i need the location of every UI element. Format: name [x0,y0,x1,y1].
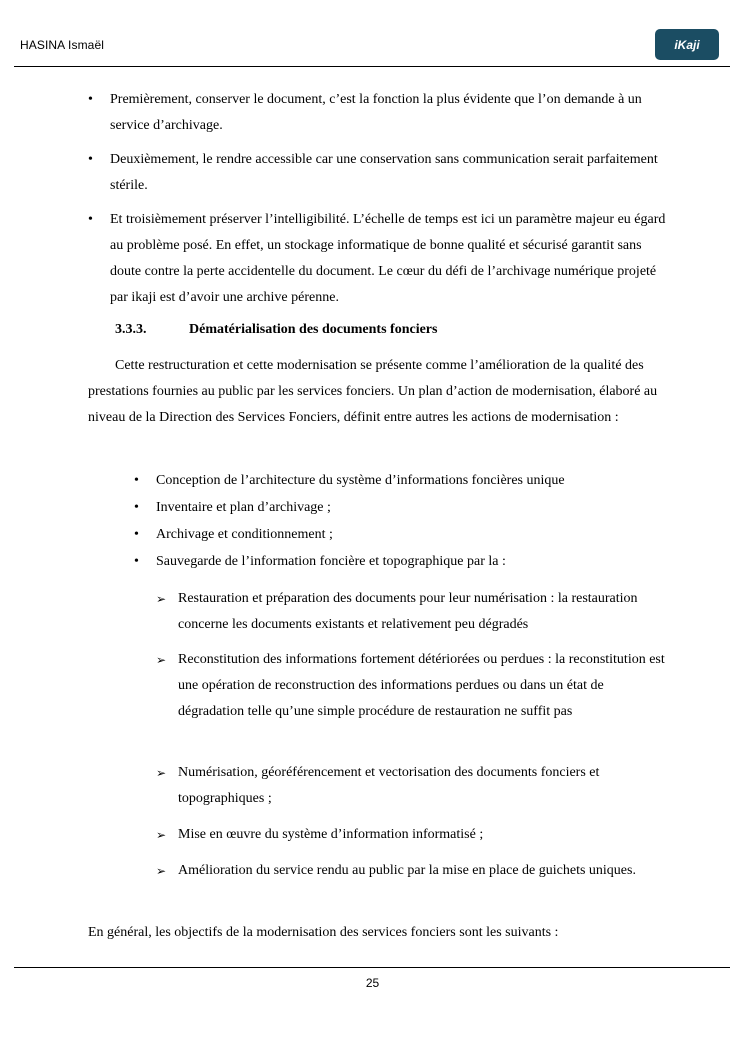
header-rule [14,66,730,67]
intro-bullet [88,207,670,311]
section-heading [115,317,437,343]
bullet-dot-icon: • [88,92,93,107]
action-item-text: Sauvegarde de l’information foncière et topographique par la : [156,554,506,569]
intro-bullet [88,87,670,139]
sub-action-item [156,822,668,848]
bullet-dot-icon: • [134,527,139,542]
intro-bullet-text: Et troisièmement préserver l’intelligibilité. L’échelle de temps est ici un paramètre majeur eu égard au problème posé. En effet, un stockage informatique de bonne qualité et sécurisé garantit sans doute contre la perte accidentelle du document. Le cœur du défi de l’archivage numérique projeté par ikaji est d’avoir une archive pérenne. [110,212,666,305]
action-item-text: Conception de l’architecture du système d’informations foncières unique [156,473,565,488]
arrow-bullet-icon: ➢ [156,864,167,878]
sub-action-text: Amélioration du service rendu au public par la mise en place de guichets uniques. [178,863,636,878]
action-item-text: Archivage et conditionnement ; [156,527,333,542]
section-title: Dématérialisation des documents fonciers [189,322,438,337]
intro-bullet-text: Premièrement, conserver le document, c’est la fonction la plus évidente que l’on demande à un service d’archivage. [110,92,642,133]
action-item-text: Inventaire et plan d’archivage ; [156,500,331,515]
sub-action-item [156,760,668,812]
sub-action-text: Reconstitution des informations fortement détériorées ou perdues : la reconstitution est une opération de reconstruction des informations perdues ou dans un état de dégradation telle qu’une simple procédure de restauration ne suffit pas [178,652,665,719]
footer-rule [14,967,730,968]
closing-sentence: En général, les objectifs de la modernisation des services fonciers sont les suivants : [88,925,559,940]
bullet-dot-icon: • [134,500,139,515]
sub-action-text: Restauration et préparation des documents pour leur numérisation : la restauration concerne les documents existants et relativement peu dégradés [178,591,638,632]
section-number: 3.3.3. [115,322,147,337]
arrow-bullet-icon: ➢ [156,766,167,780]
bullet-dot-icon: • [134,473,139,488]
arrow-bullet-icon: ➢ [156,653,167,667]
intro-bullet [88,147,670,199]
bullet-dot-icon: • [88,152,93,167]
body-paragraph: Cette restructuration et cette modernisation se présente comme l’amélioration de la qualité des prestations fournies au public par les services fonciers. Un plan d’action de modernisation, élaboré au niveau de la Direction des Services Fonciers, définit entre autres les actions de modernisation : [88,358,658,425]
arrow-bullet-icon: ➢ [156,592,167,606]
intro-bullet-text: Deuxièmement, le rendre accessible car une conservation sans communication serait parfaitement stérile. [110,152,658,193]
sub-action-item [156,586,668,638]
bullet-dot-icon: • [134,554,139,569]
action-item [134,468,676,494]
sub-action-text: Numérisation, géoréférencement et vectorisation des documents fonciers et topographiques ; [178,765,600,806]
sub-action-text: Mise en œuvre du système d’information informatisé ; [178,827,484,842]
action-item [134,549,676,575]
action-item [134,522,676,548]
arrow-bullet-icon: ➢ [156,828,167,842]
ikaji-logo: iKaji [655,29,719,60]
sub-action-item [156,858,668,884]
sub-action-item [156,647,668,725]
action-item [134,495,676,521]
page-number: 25 [365,976,380,990]
header-author: HASINA Ismaël [20,38,104,52]
bullet-dot-icon: • [88,212,93,227]
